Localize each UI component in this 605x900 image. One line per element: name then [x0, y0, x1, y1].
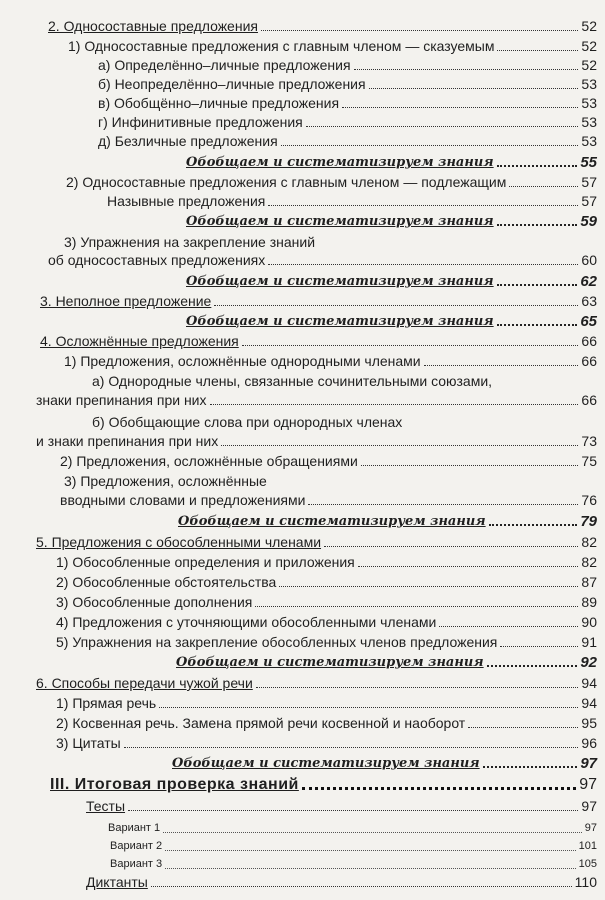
toc-entry-title: Диктанты: [86, 874, 148, 890]
toc-entry[interactable]: [60, 453, 597, 470]
toc-entry-title: 2) Односоставные предложения с главным членом — подлежащим: [66, 174, 507, 190]
toc-page-number: 66: [581, 392, 597, 408]
toc-entry-title: г) Инфинитивные предложения: [98, 114, 303, 130]
leader-dots: [354, 69, 579, 70]
toc-entry[interactable]: [56, 695, 597, 712]
toc-entry[interactable]: [40, 293, 597, 310]
leader-dots: [489, 524, 578, 526]
toc-summary-entry[interactable]: [186, 313, 597, 330]
toc-page-number: 96: [581, 735, 597, 751]
toc-entry-title: 2. Односоставные предложения: [48, 18, 258, 34]
toc-entry-title: б) Неопределённо–личные предложения: [98, 76, 366, 92]
leader-dots: [151, 886, 572, 887]
leader-dots: [497, 224, 578, 226]
toc-entry-title: а) Определённо–личные предложения: [98, 57, 351, 73]
toc-entry[interactable]: [56, 715, 597, 732]
toc-entry-title: Обобщаем и систематизируем знания: [172, 756, 480, 771]
toc-page-number: 97: [579, 776, 597, 793]
leader-dots: [214, 305, 578, 306]
toc-entry-title-line1: а) Однородные члены, связанные сочинительными союзами,: [92, 373, 493, 389]
toc-entry[interactable]: [56, 554, 597, 571]
toc-entry-title: III. Итоговая проверка знаний: [50, 776, 299, 793]
toc-entry[interactable]: [86, 874, 597, 891]
toc-entry[interactable]: [56, 574, 597, 591]
toc-entry[interactable]: [98, 95, 597, 112]
toc-entry[interactable]: [36, 392, 597, 409]
toc-entry[interactable]: [110, 838, 597, 855]
toc-entry-title: 2) Косвенная речь. Замена прямой речи косвенной и наоборот: [56, 715, 466, 731]
toc-page-number: 62: [580, 273, 597, 290]
toc-summary-entry[interactable]: [186, 213, 597, 230]
toc-page-number: 73: [581, 433, 597, 449]
toc-entry[interactable]: [108, 820, 597, 837]
toc-entry[interactable]: [48, 18, 597, 35]
toc-entry[interactable]: [98, 76, 597, 93]
toc-page-number: 82: [581, 534, 597, 550]
toc-entry[interactable]: [68, 38, 597, 55]
toc-entry-title: Вариант 2: [110, 840, 163, 852]
leader-dots: [483, 766, 578, 768]
toc-page-number: 94: [581, 675, 597, 691]
leader-dots: [497, 50, 578, 51]
toc-entry[interactable]: [36, 433, 597, 450]
leader-dots: [342, 107, 578, 108]
toc-page-number: 63: [581, 293, 597, 309]
toc-entry[interactable]: [56, 594, 597, 611]
toc-summary-entry[interactable]: [176, 654, 597, 671]
toc-page-number: 66: [581, 333, 597, 349]
toc-page-number: 52: [581, 18, 597, 34]
toc-entry-title: 6. Способы передачи чужой речи: [36, 675, 253, 691]
toc-entry-title: 2) Обособленные обстоятельства: [56, 574, 277, 590]
toc-page-number: 110: [574, 874, 597, 890]
toc-page-number: 76: [581, 492, 597, 508]
toc-entry-title: 1) Обособленные определения и приложения: [56, 554, 355, 570]
leader-dots: [165, 850, 576, 851]
toc-entry-title: Обобщаем и систематизируем знания: [176, 655, 484, 670]
toc-page-number: 97: [580, 755, 597, 772]
leader-dots: [255, 606, 578, 607]
toc-entry-title: Обобщаем и систематизируем знания: [178, 514, 486, 529]
toc-entry-title-line2: вводными словами и предложениями: [60, 492, 306, 508]
toc-entry-title: Обобщаем и систематизируем знания: [186, 214, 494, 229]
leader-dots: [324, 546, 578, 547]
toc-entry[interactable]: [36, 675, 597, 692]
leader-dots: [163, 832, 582, 833]
toc-entry[interactable]: [107, 193, 597, 210]
toc-summary-entry[interactable]: [178, 513, 597, 530]
toc-entry-title: 5) Упражнения на закрепление обособленных членов предложения: [56, 634, 498, 650]
toc-entry-title: Тесты: [86, 798, 126, 814]
toc-page-number: 52: [581, 38, 597, 54]
toc-entry[interactable]: [36, 534, 597, 551]
toc-summary-entry[interactable]: [172, 755, 597, 772]
toc-entry[interactable]: [98, 133, 597, 150]
toc-entry-title: 3. Неполное предложение: [40, 293, 212, 309]
toc-entry[interactable]: [56, 614, 597, 631]
toc-entry-title: Назывные предложения: [107, 193, 266, 209]
toc-entry-title: Обобщаем и систематизируем знания: [186, 155, 494, 170]
toc-entry-title: 3) Цитаты: [56, 735, 121, 751]
leader-dots: [306, 126, 579, 127]
leader-dots: [497, 324, 578, 326]
toc-page-number: 94: [581, 695, 597, 711]
toc-entry[interactable]: [64, 353, 597, 370]
leader-dots: [279, 586, 578, 587]
toc-page-number: 89: [581, 594, 597, 610]
leader-dots: [308, 504, 578, 505]
toc-entry-title: 1) Предложения, осложнённые однородными членами: [64, 353, 421, 369]
leader-dots: [439, 626, 578, 627]
leader-dots: [497, 284, 578, 286]
toc-entry[interactable]: [98, 57, 597, 74]
leader-dots: [165, 868, 576, 869]
toc-part-entry[interactable]: [50, 776, 597, 793]
toc-page-number: 79: [580, 513, 597, 530]
leader-dots: [281, 145, 579, 146]
leader-dots: [468, 727, 578, 728]
toc-entry-title: 1) Односоставные предложения с главным членом — сказуемым: [68, 38, 495, 54]
leader-dots: [509, 186, 578, 187]
toc-entry-title: Обобщаем и систематизируем знания: [186, 314, 494, 329]
toc-page-number: 53: [581, 95, 597, 111]
leader-dots: [497, 165, 578, 167]
leader-dots: [358, 566, 579, 567]
leader-dots: [159, 707, 578, 708]
toc-page-number: 57: [581, 174, 597, 190]
toc-page-number: 60: [581, 252, 597, 268]
leader-dots: [242, 345, 579, 346]
leader-dots: [268, 264, 578, 265]
leader-dots: [256, 687, 579, 688]
toc-entry-title: в) Обобщённо–личные предложения: [98, 95, 340, 111]
toc-entry-title-line2: об односоставных предложениях: [48, 252, 266, 268]
leader-dots: [487, 665, 578, 667]
toc-entry-title-line2: знаки препинания при них: [36, 392, 207, 408]
toc-page-number: 66: [581, 353, 597, 369]
toc-entry-title: д) Безличные предложения: [98, 133, 278, 149]
toc-entry[interactable]: [60, 492, 597, 509]
toc-entry[interactable]: [40, 333, 597, 350]
leader-dots: [424, 365, 579, 366]
toc-entry-title: 1) Прямая речь: [56, 695, 157, 711]
leader-dots: [261, 30, 578, 31]
toc-entry-title: Вариант 3: [110, 858, 163, 870]
toc-entry-title: 4. Осложнённые предложения: [40, 333, 239, 349]
toc-page-number: 92: [580, 654, 597, 671]
toc-page-number: 105: [578, 858, 597, 870]
toc-page-number: 55: [580, 154, 597, 171]
toc-page-number: 101: [578, 840, 597, 852]
toc-entry-title: 4) Предложения с уточняющими обособленными членами: [56, 614, 437, 630]
toc-entry-title: Обобщаем и систематизируем знания: [186, 274, 494, 289]
toc-entry[interactable]: [98, 114, 597, 131]
toc-page-number: 91: [581, 634, 597, 650]
toc-entry[interactable]: [56, 634, 597, 651]
toc-page-number: 65: [580, 313, 597, 330]
toc-page-number: 53: [581, 133, 597, 149]
toc-entry-title: 5. Предложения с обособленными членами: [36, 534, 322, 550]
toc-page-number: 75: [581, 453, 597, 469]
toc-entry-title: 3) Обособленные дополнения: [56, 594, 253, 610]
toc-entry[interactable]: [110, 856, 597, 873]
toc-page-number: 97: [581, 798, 597, 814]
toc-entry-title-line1: б) Обобщающие слова при однородных членах: [92, 414, 403, 430]
toc-entry-title: Вариант 1: [108, 822, 161, 834]
toc-page-number: 87: [581, 574, 597, 590]
toc-entry[interactable]: [86, 798, 597, 815]
toc-page-number: 97: [584, 822, 597, 834]
leader-dots: [268, 205, 578, 206]
toc-entry-title-line1: 3) Упражнения на закрепление знаний: [64, 234, 316, 250]
toc-page-number: 82: [581, 554, 597, 570]
toc-entry-title: 2) Предложения, осложнённые обращениями: [60, 453, 358, 469]
leader-dots: [500, 646, 578, 647]
leader-dots: [124, 747, 579, 748]
leader-dots: [302, 787, 576, 790]
toc-page-number: 90: [581, 614, 597, 630]
toc-summary-entry[interactable]: [186, 273, 597, 290]
toc-page-number: 95: [581, 715, 597, 731]
toc-entry-title-line1: 3) Предложения, осложнённые: [64, 473, 267, 489]
toc-entry[interactable]: [48, 252, 597, 269]
toc-page-number: 59: [580, 213, 597, 230]
toc-entry[interactable]: [56, 735, 597, 752]
toc-page-number: 53: [581, 114, 597, 130]
leader-dots: [221, 445, 578, 446]
leader-dots: [210, 404, 579, 405]
leader-dots: [128, 810, 578, 811]
toc-page-number: 52: [581, 57, 597, 73]
toc-entry[interactable]: [66, 174, 597, 191]
toc-summary-entry[interactable]: [186, 154, 597, 171]
leader-dots: [361, 465, 579, 466]
leader-dots: [369, 88, 579, 89]
toc-page-number: 53: [581, 76, 597, 92]
toc-page-number: 57: [581, 193, 597, 209]
toc-entry-title-line2: и знаки препинания при них: [36, 433, 219, 449]
